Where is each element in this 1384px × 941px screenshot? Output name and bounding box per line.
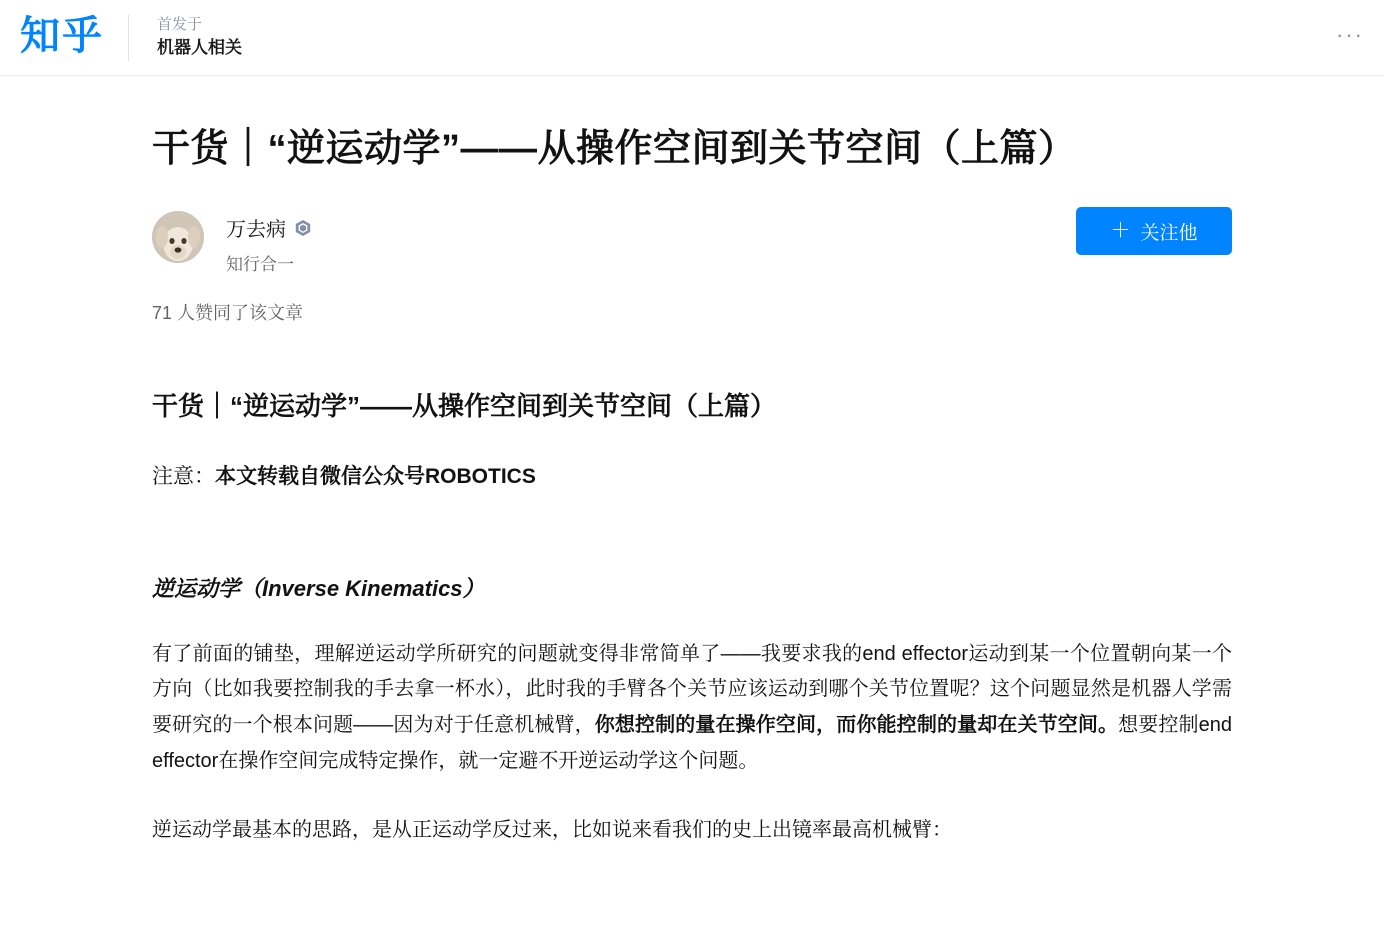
- author-name[interactable]: 万去病: [226, 219, 286, 242]
- author-bio: 知行合一: [226, 255, 294, 275]
- paragraph-2: 逆运动学最基本的思路，是从正运动学反过来，比如说来看我们的史上出镜率最高机械臂：: [152, 819, 952, 842]
- user-avatar-icon: [152, 211, 204, 263]
- article: [152, 124, 1232, 849]
- content-area: [0, 124, 1384, 849]
- notice-line: [152, 460, 1232, 494]
- plus-icon: ＋: [1110, 220, 1131, 243]
- author-row: [152, 211, 1232, 275]
- author-meta: [226, 211, 312, 275]
- ellipsis-icon[interactable]: ···: [1336, 22, 1364, 47]
- page-title: 干货｜“逆运动学”——从操作空间到关节空间（上篇）: [152, 128, 1077, 170]
- source-column-name[interactable]: 机器人相关: [157, 37, 242, 57]
- top-bar: [0, 0, 1384, 76]
- paragraph-1-part1: 有了前面的铺垫，理解逆运动学所研究的问题就变得非常简单了——我要求我的end effector运动到某一个位置朝向某一个方向（比如我要控制我的手去拿一杯水），此时我的手臂各个关节应该运动到哪个关节位置呢？这个问题显然是机器人学需要研究的一个根本问题——因为对于任意机械臂，: [152, 642, 1232, 737]
- article-body-heading: 干货｜“逆运动学”——从操作空间到关节空间（上篇）: [152, 391, 777, 422]
- vote-count: 71 人赞同了该文章: [152, 303, 304, 324]
- author-name-line: [226, 213, 312, 242]
- source-label: 首发于: [157, 16, 203, 34]
- follow-button-label: 关注他: [1140, 222, 1198, 244]
- section-heading: 逆运动学（Inverse Kinematics）: [152, 575, 485, 601]
- notice-prefix: 注意：: [152, 465, 215, 489]
- zhihu-logo-icon[interactable]: 知乎: [20, 12, 104, 59]
- paragraph-1-part2: 想要控制end effector在操作空间完成特定操作，就一定避不开逆运动学这个问题。: [152, 714, 1233, 772]
- avatar[interactable]: [152, 211, 204, 263]
- notice-text: 本文转载自微信公众号ROBOTICS: [215, 465, 536, 489]
- follow-button[interactable]: [1076, 207, 1232, 255]
- paragraph-1-bold: 你想控制的量在操作空间，而你能控制的量却在关节空间。: [594, 714, 1119, 737]
- logo-divider: [128, 15, 129, 61]
- verified-badge-icon: [294, 219, 312, 237]
- column-source-block[interactable]: [157, 17, 242, 57]
- paragraph-1: [152, 637, 1232, 779]
